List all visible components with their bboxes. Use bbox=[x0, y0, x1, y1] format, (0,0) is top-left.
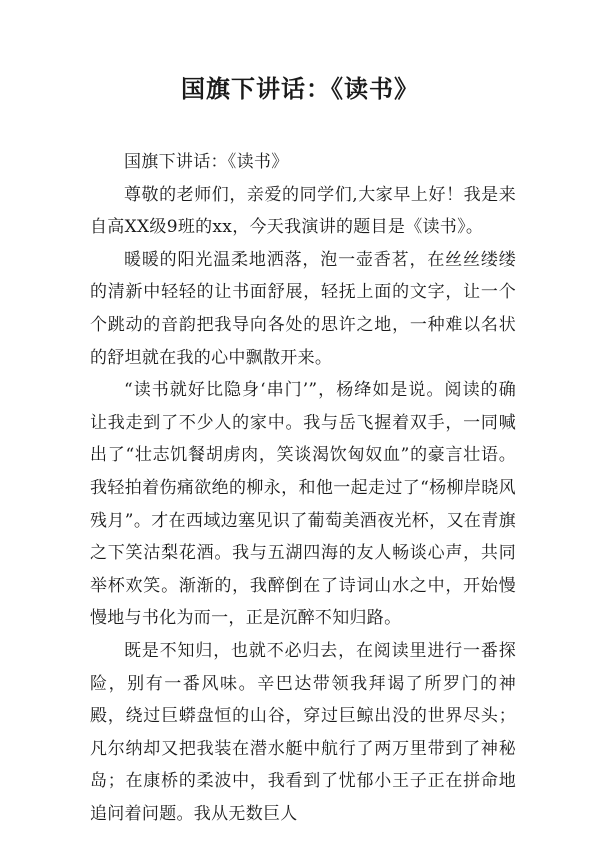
document-body bbox=[90, 146, 516, 830]
paragraph-sunshine: 暖暖的阳光温柔地洒落，泡一壶香茗，在丝丝缕缕的清新中轻轻的让书面舒展，轻抚上面的文字，让一个个跳动的音韵把我导向各处的思许之地，一种难以名状的舒坦就在我的心中飘散开来。 bbox=[90, 249, 516, 368]
paragraph-heading: 国旗下讲话：《读书》 bbox=[124, 152, 289, 172]
paragraph-greeting: 尊敬的老师们，亲爱的同学们,大家早上好！我是来自高XX级9班的xx，今天我演讲的题目是《读书》。 bbox=[90, 184, 516, 238]
document-title: 国旗下讲话：《读书》 bbox=[181, 74, 419, 103]
paragraph-yangjiang: “读书就好比隐身‘串门’”，杨绛如是说。阅读的确让我走到了不少人的家中。我与岳飞握着双手，一同喊出了“壮志饥餐胡虏肉，笑谈渴饮匈奴血”的豪言壮语。我轻拍着伤痛欲绝的柳永，和他一起走过了“杨柳岸晓风残月”。才在西域边塞见识了葡萄美酒夜光杯，又在青旗之下笑沽梨花酒。我与五湖四海的友人畅谈心声，共同举杯欢笑。渐渐的，我醉倒在了诗词山水之中，开始慢慢地与书化为而一，正是沉醉不知归路。 bbox=[90, 380, 516, 629]
paragraph-adventure: 既是不知归，也就不必归去，在阅读里进行一番探险，别有一番风味。辛巴达带领我拜谒了所罗门的神殿，绕过巨蟒盘恒的山谷，穿过巨鲸出没的世界尽头；凡尔纳却又把我装在潜水艇中航行了两万里带到了神秘岛；在康桥的柔波中，我看到了忧郁小王子正在拼命地追问着问题。我从无数巨人 bbox=[90, 640, 516, 824]
